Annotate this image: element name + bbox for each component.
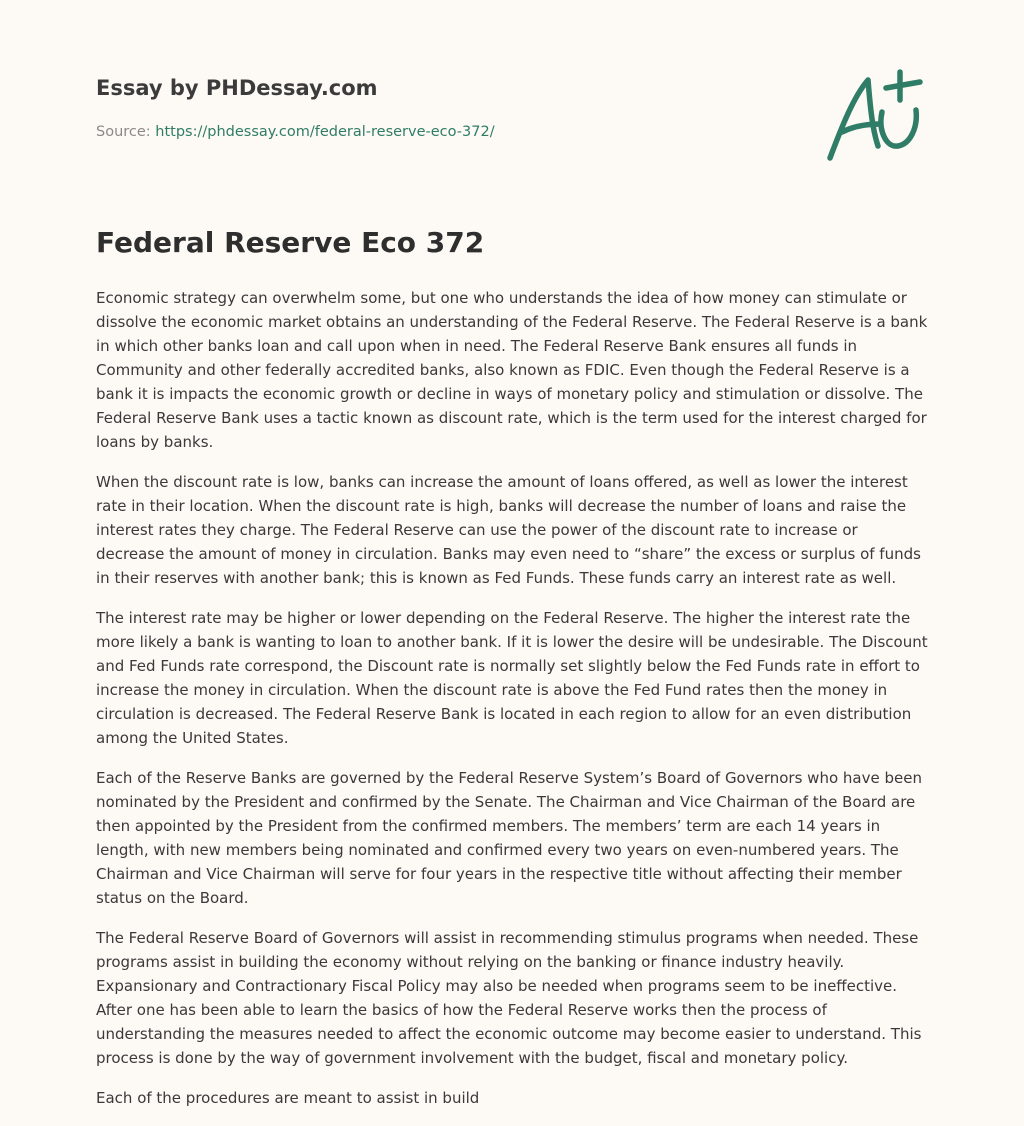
essay-paragraph: Economic strategy can overwhelm some, but one who understands the idea of how money can stimulate or dissolve the economic market obtains an understanding of the Federal Reserve. The Federal Reserve is a bank in which other banks loan and call upon when in need. The Federal Reserve Bank ensures all funds in Community and other federally accredited banks, also known as FDIC. Even though the Federal Reserve is a bank it is impacts the economic growth or decline in ways of monetary policy and stimulation or dissolve. The Federal Reserve Bank uses a tactic known as discount rate, which is the term used for the interest charged for loans by banks. bbox=[96, 289, 928, 451]
source-line bbox=[96, 124, 495, 140]
essay-paragraph: Each of the procedures are meant to assist in build bbox=[96, 1089, 480, 1107]
essay-body bbox=[96, 286, 930, 1126]
essay-paragraph: Each of the Reserve Banks are governed by the Federal Reserve System’s Board of Governors who have been nominated by the President and confirmed by the Senate. The Chairman and Vice Chairman of the Board are then appointed by the President from the confirmed members. The members’ term are each 14 years in length, with new members being nominated and confirmed every two years on even-numbered years. The Chairman and Vice Chairman will serve for four years in the respective title without affecting their member status on the Board. bbox=[96, 769, 922, 907]
source-link[interactable]: https://phdessay.com/federal-reserve-eco-372/ bbox=[155, 124, 495, 140]
essay-paragraph: When the discount rate is low, banks can increase the amount of loans offered, as well as lower the interest rate in their location. When the discount rate is high, banks will decrease the number of loans and raise the interest rates they charge. The Federal Reserve can use the power of the discount rate to increase or decrease the amount of money in circulation. Banks may even need to “share” the excess or surplus of funds in their reserves with another bank; this is known as Fed Funds. These funds carry an interest rate as well. bbox=[96, 473, 921, 587]
source-label: Source: bbox=[96, 124, 156, 140]
essay-paragraph: The Federal Reserve Board of Governors will assist in recommending stimulus programs when needed. These programs assist in building the economy without relying on the banking or finance industry heavily. Expansionary and Contractionary Fiscal Policy may also be needed when programs seem to be ineffective. After one has been able to learn the basics of how the Federal Reserve works then the process of understanding the measures needed to affect the economic outcome may become easier to understand. This process is done by the way of government involvement with the budget, fiscal and monetary policy. bbox=[96, 929, 922, 1067]
page-title: Federal Reserve Eco 372 bbox=[96, 226, 485, 259]
essay-paragraph: The interest rate may be higher or lower depending on the Federal Reserve. The higher the interest rate the more likely a bank is wanting to loan to another bank. If it is lower the desire will be undesirable. The Discount and Fed Funds rate correspond, the Discount rate is normally set slightly below the Fed Funds rate in effort to increase the money in circulation. When the discount rate is above the Fed Fund rates then the money in circulation is decreased. The Federal Reserve Bank is located in each region to allow for an even distribution among the United States. bbox=[96, 609, 928, 747]
a-plus-logo-icon bbox=[820, 66, 930, 166]
site-brand: Essay by PHDessay.com bbox=[96, 76, 378, 100]
